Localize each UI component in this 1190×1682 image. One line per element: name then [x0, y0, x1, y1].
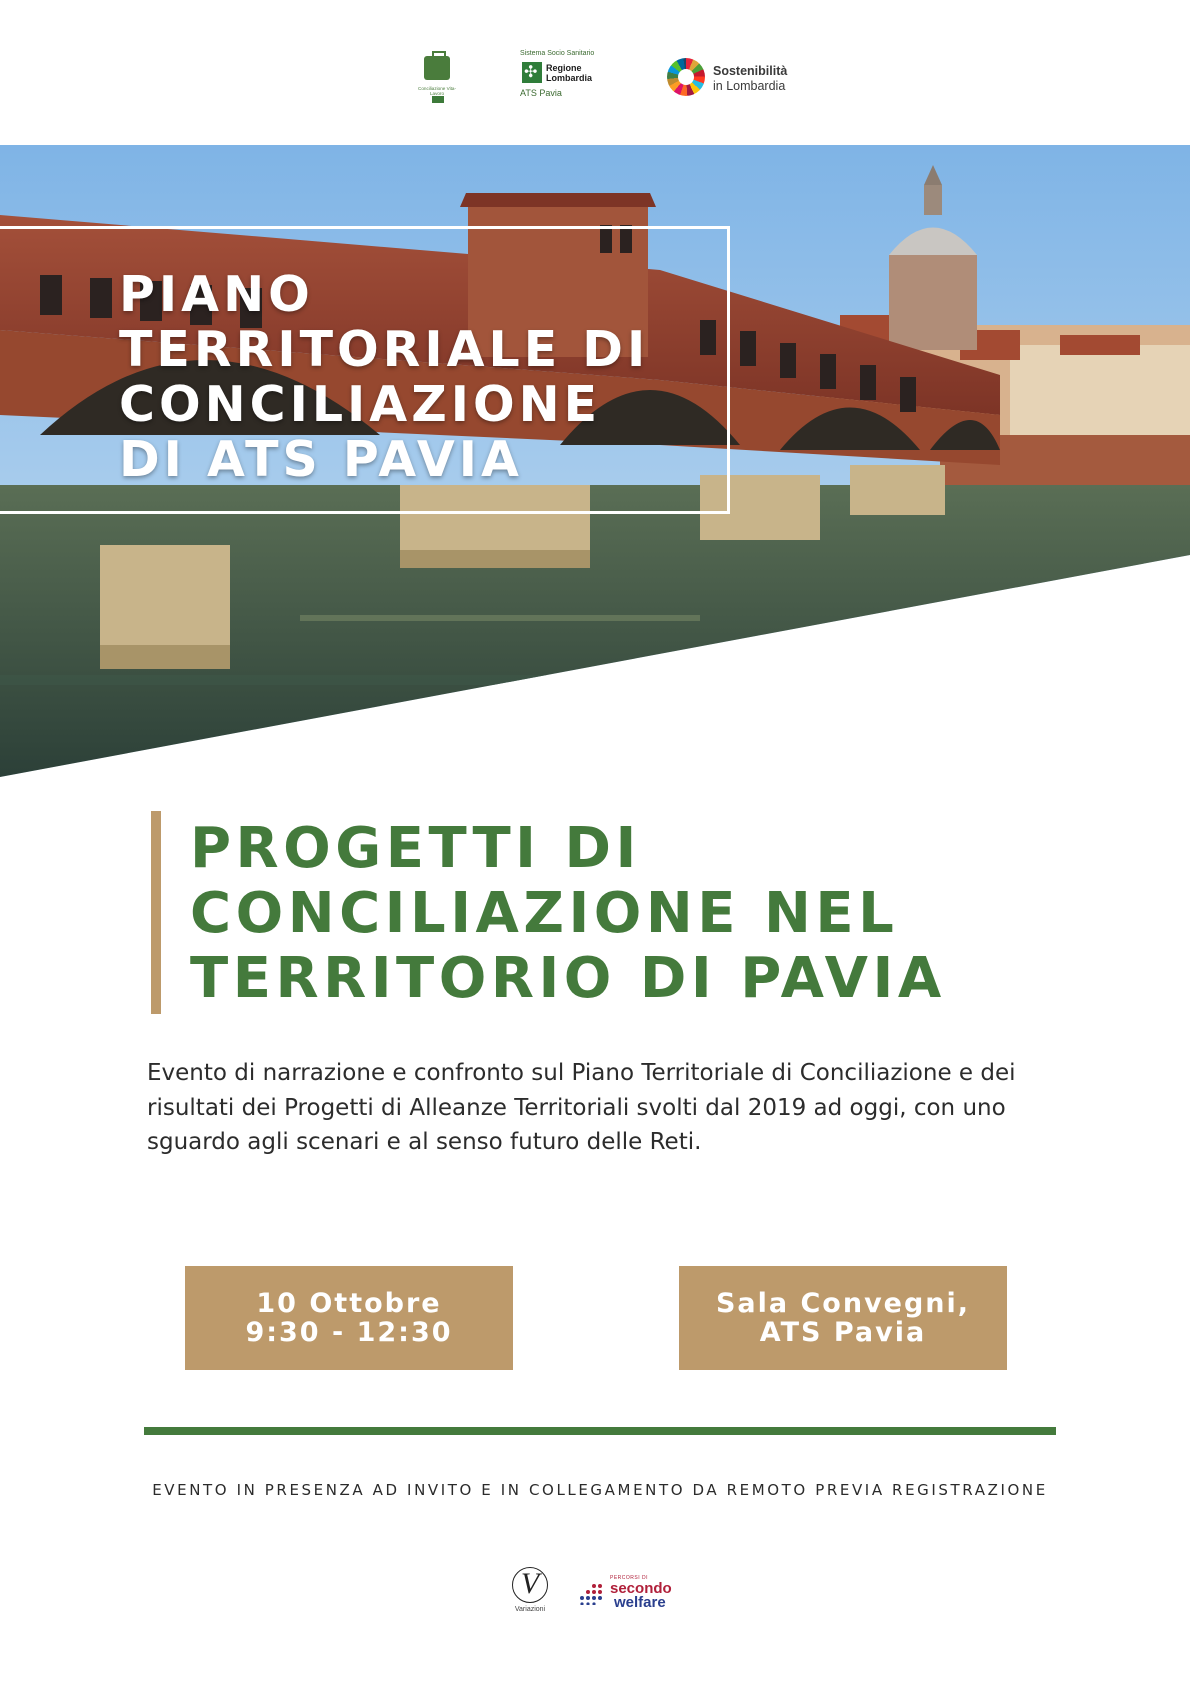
- variazioni-mark-icon: V: [512, 1567, 548, 1603]
- hero-title-line: PIANO: [119, 266, 314, 323]
- logo-regione-lombardia: [518, 50, 613, 106]
- hero-title-frame: [0, 226, 730, 514]
- regione-mini-mark: [432, 96, 444, 103]
- regione-cross-icon: [522, 62, 542, 83]
- logo-regione-sub: ATS Pavia: [520, 88, 562, 98]
- dots-grid-icon: [578, 1583, 606, 1605]
- logo-variazioni-caption: Variazioni: [514, 1606, 546, 1613]
- briefcase-icon: [424, 56, 450, 80]
- event-time: 9:30 - 12:30: [245, 1317, 453, 1348]
- logo-secondo-welfare-word2: welfare: [614, 1594, 666, 1611]
- registration-notice: EVENTO IN PRESENZA AD INVITO E IN COLLEGAMENTO DA REMOTO PREVIA REGISTRAZIONE: [152, 1481, 1048, 1499]
- hero-title-line: TERRITORIALE DI: [119, 321, 650, 378]
- logo-regione-top: Sistema Socio Sanitario: [520, 50, 595, 57]
- logo-sostenibilita-line2: in Lombardia: [713, 79, 786, 93]
- event-date: 10 Ottobre: [256, 1288, 442, 1319]
- logo-sostenibilita: [667, 58, 807, 98]
- logo-variazioni: [508, 1567, 552, 1617]
- event-venue: Sala Convegni,: [715, 1288, 971, 1319]
- logo-conciliazione: [412, 52, 462, 106]
- logo-sostenibilita-line1: Sostenibilità: [713, 64, 788, 78]
- logo-conciliazione-caption: Conciliazione Vita-Lavoro: [418, 86, 456, 96]
- hero-title: [119, 267, 649, 487]
- title-accent-bar: [151, 811, 161, 1014]
- event-date-box: [185, 1266, 513, 1370]
- hero-title-line: CONCILIAZIONE: [119, 376, 602, 433]
- main-title-line: TERRITORIO DI PAVIA: [190, 946, 946, 1011]
- logo-secondo-welfare: [578, 1575, 688, 1609]
- main-title-line: CONCILIAZIONE NEL: [190, 881, 899, 946]
- logo-secondo-welfare-small: PERCORSI DI: [610, 1575, 649, 1581]
- green-divider: [144, 1427, 1056, 1435]
- main-title: [190, 816, 946, 1011]
- hero-title-line: DI ATS PAVIA: [119, 431, 523, 488]
- main-title-line: PROGETTI DI: [190, 816, 641, 881]
- event-organizer: ATS Pavia: [759, 1317, 927, 1348]
- logo-regione-name: [546, 63, 592, 83]
- event-location-box: [679, 1266, 1007, 1370]
- sdg-ring-icon: [667, 58, 705, 96]
- event-description: Evento di narrazione e confronto sul Piano Territoriale di Conciliazione e dei risultati dei Progetti di Alleanze Territoriali svolti dal 2019 ad oggi, con uno sguardo agli scenari e al senso futuro delle Reti.: [147, 1060, 1016, 1155]
- logo-regione-name-2: Lombardia: [546, 73, 593, 83]
- logo-secondo-welfare-word1: secondo: [610, 1580, 672, 1597]
- logo-regione-name-1: Regione: [546, 63, 582, 73]
